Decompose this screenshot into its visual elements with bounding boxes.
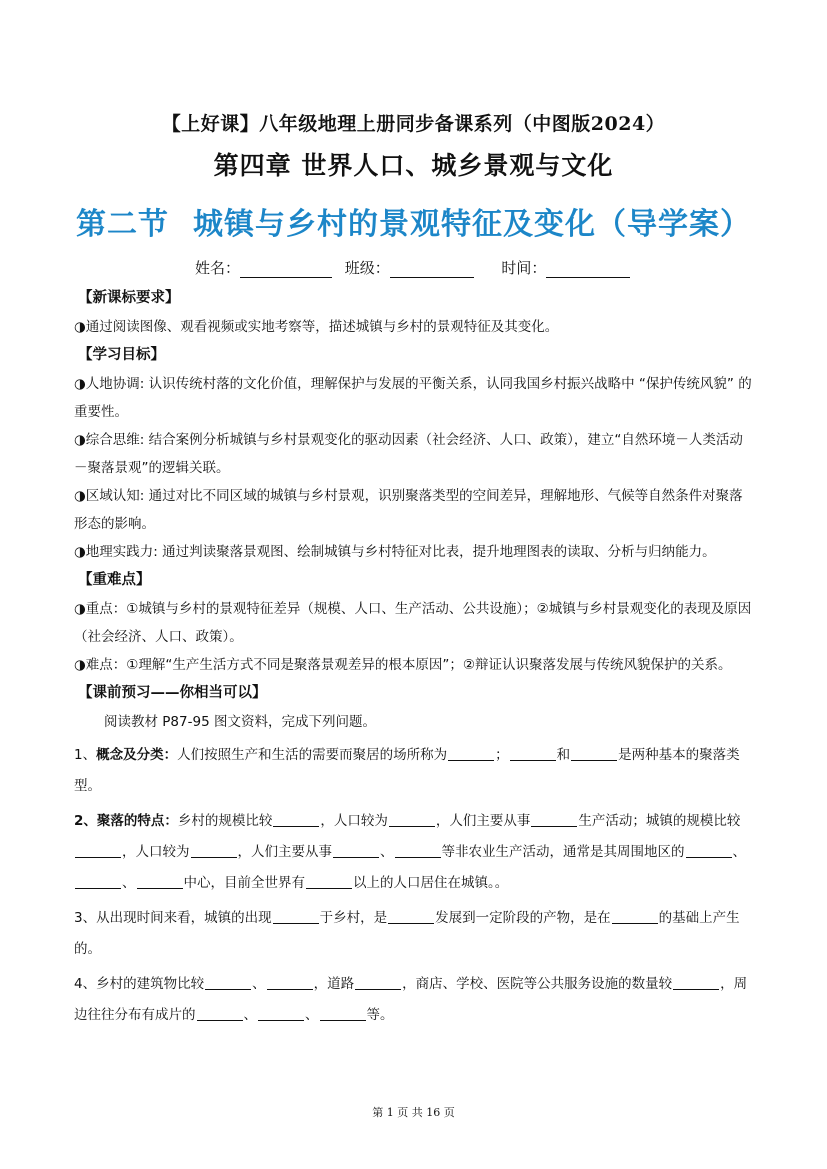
section-name: 城镇与乡村的景观特征及变化（导学案） [193, 207, 751, 242]
question-text: 是两种基本的聚落类型。 [74, 747, 740, 794]
chapter-title: 第四章 世界人口、城乡景观与文化 [213, 151, 614, 180]
question-text: 4、乡村的建筑物比较 [74, 976, 205, 992]
answer-blank[interactable] [306, 873, 352, 889]
goal-item: ◑地理实践力: 通过判读聚落景观图、绘制城镇与乡村特征对比表，提升地理图表的读取、分析与归纳能力。 [74, 544, 716, 560]
answer-blank[interactable] [355, 974, 401, 990]
question-text: 、 [243, 1007, 257, 1023]
section-number: 第二节 [76, 207, 169, 242]
document-content [74, 284, 756, 1031]
question-text: 、 [252, 976, 266, 992]
question-text: 、 [305, 1007, 319, 1023]
question-number: 1、 [74, 747, 97, 763]
goal-item: ◑区域认知: 通过对比不同区域的城镇与乡村景观，识别聚落类型的空间差异，理解地形、气候等自然条件对聚落形态的影响。 [74, 488, 743, 532]
question-text: 等。 [366, 1007, 394, 1023]
answer-blank[interactable] [686, 842, 732, 858]
keypoints-heading: 【重难点】 [78, 572, 151, 588]
curriculum-text: ◑通过阅读图像、观看视频或实地考察等，描述城镇与乡村的景观特征及其变化。 [74, 319, 559, 335]
question-text: ，人们主要从事 [237, 844, 332, 860]
class-label: 班级： [344, 259, 390, 277]
time-field[interactable] [546, 263, 630, 278]
question-text: ，人们主要从事 [435, 813, 531, 829]
section-title [76, 199, 776, 243]
question-3 [74, 903, 756, 965]
answer-blank[interactable] [571, 745, 617, 761]
question-text: 、 [380, 844, 394, 860]
goal-item: ◑人地协调: 认识传统村落的文化价值，理解保护与发展的平衡关系，认同我国乡村振兴战略中 “保护传统风貌” 的重要性。 [74, 376, 752, 420]
answer-blank[interactable] [205, 974, 251, 990]
question-text: 、 [122, 875, 136, 891]
question-text: 等非农业生产活动，通常是其周围地区的 [441, 844, 685, 860]
student-info-row [195, 257, 655, 278]
answer-blank[interactable] [273, 811, 319, 827]
question-1 [74, 740, 756, 802]
question-text: ，周边往往分布有成片的 [74, 976, 748, 1023]
question-text: 以上的人口居住在城镇。。 [353, 875, 509, 891]
question-label: 概念及分类： [96, 747, 178, 763]
question-text: 生产活动；城镇的规模比较 [578, 813, 741, 829]
question-label: 聚落的特点： [96, 813, 178, 829]
question-text: 乡村的规模比较 [177, 813, 273, 829]
answer-blank[interactable] [191, 842, 237, 858]
answer-blank[interactable] [388, 908, 434, 924]
curriculum-heading: 【新课标要求】 [78, 290, 180, 306]
time-label: 时间： [501, 259, 547, 277]
question-text: 中心，目前全世界有 [183, 875, 305, 891]
answer-blank[interactable] [273, 908, 319, 924]
answer-blank[interactable] [673, 974, 719, 990]
question-text: 人们按照生产和生活的需要而聚居的场所称为 [177, 747, 448, 763]
question-text: 发展到一定阶段的产物，是在 [435, 910, 611, 926]
question-text: 的基础上产生的。 [74, 910, 740, 957]
question-text: 和 [556, 747, 571, 763]
goals-heading: 【学习目标】 [78, 347, 165, 363]
name-field[interactable] [240, 263, 332, 278]
question-text: ，人口较为 [320, 813, 388, 829]
question-text: 3、从出现时间来看，城镇的出现 [74, 910, 272, 926]
question-text: ； [495, 747, 509, 763]
answer-blank[interactable] [389, 811, 435, 827]
series-title: 【上好课】八年级地理上册同步备课系列（中图版2024） [161, 113, 666, 135]
preview-heading: 【课前预习——你相当可以】 [78, 685, 267, 701]
answer-blank[interactable] [75, 873, 121, 889]
question-4 [74, 969, 756, 1031]
answer-blank[interactable] [333, 842, 379, 858]
answer-blank[interactable] [137, 873, 183, 889]
question-text: 于乡村，是 [319, 910, 388, 926]
answer-blank[interactable] [267, 974, 313, 990]
name-label: 姓名： [195, 259, 241, 277]
answer-blank[interactable] [531, 811, 577, 827]
answer-blank[interactable] [320, 1005, 366, 1021]
keypoint-item: ◑重点：①城镇与乡村的景观特征差异（规模、人口、生产活动、公共设施）；②城镇与乡村景观变化的表现及原因（社会经济、人口、政策）。 [74, 601, 752, 645]
page-footer: 第 1 页 共 16 页 [372, 1106, 455, 1119]
answer-blank[interactable] [395, 842, 441, 858]
question-text: 、 [732, 844, 746, 860]
answer-blank[interactable] [197, 1005, 243, 1021]
question-number: 2、 [74, 813, 97, 829]
goal-item: ◑综合思维: 结合案例分析城镇与乡村景观变化的驱动因素（社会经济、人口、政策），建立“自然环境－人类活动－聚落景观”的逻辑关联。 [74, 432, 743, 476]
answer-blank[interactable] [258, 1005, 304, 1021]
class-field[interactable] [390, 263, 474, 278]
keypoint-item: ◑难点：①理解“生产生活方式不同是聚落景观差异的根本原因”；②辩证认识聚落发展与传统风貌保护的关系。 [74, 657, 732, 673]
answer-blank[interactable] [448, 745, 494, 761]
question-text: ，商店、学校、医院等公共服务设施的数量较 [402, 976, 673, 992]
answer-blank[interactable] [612, 908, 658, 924]
preview-intro: 阅读教材 P87-95 图文资料，完成下列问题。 [104, 714, 376, 730]
question-2 [74, 806, 756, 899]
question-text: ，人口较为 [122, 844, 190, 860]
answer-blank[interactable] [75, 842, 121, 858]
question-text: ，道路 [313, 976, 355, 992]
answer-blank[interactable] [510, 745, 556, 761]
